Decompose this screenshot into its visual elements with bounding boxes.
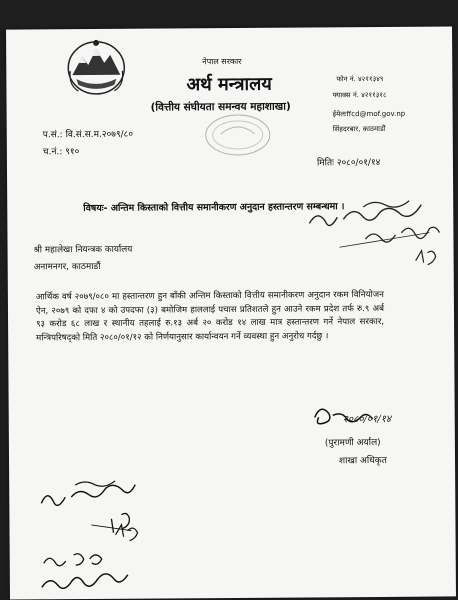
government-label: नेपाल सरकार — [202, 56, 242, 67]
office-stamp-icon — [203, 110, 273, 160]
nepal-emblem-icon — [64, 35, 128, 97]
office-address: सिंहदरबार, काठमाडौं — [332, 124, 386, 134]
email-address: ईमेलःffcd@mof.gov.np — [332, 109, 406, 119]
subject-line: विषयः- अन्तिम किस्ताको वित्तीय समानीकरण अनुदान हस्तान्तरण सम्बन्धमा । — [83, 201, 345, 215]
handwritten-note-icon — [31, 468, 202, 599]
letter-page — [6, 26, 456, 599]
letter-body: आर्थिक वर्ष २०७९/०८० मा हस्तान्तरण हुन बाँकी अन्तिम किस्ताको वित्तीय समानीकरण अनुदान रकम विनियोजन ऐन, २०७९ को दफा ४ को उपदफा (३) बमोजिम हाललाई पचास प्रतिशतले हुन आउने रकम प्रदेश तर्फ रु.९ अर्ब ९३ करोड ६८ लाख र स्थानीय तहलाई रु.१३ अर्ब २० करोड १४ लाख मात्र हस्तान्तरण गर्ने नेपाल सरकार, मन्त्रिपरिषद्को मिति २०८०/०१/१२ को निर्णयानुसार कार्यान्वयन गर्ने व्यवस्था हुन अनुरोध गर्दछु । — [35, 289, 385, 343]
letter-date: मितिः २०८०/०१/१४ — [316, 157, 381, 169]
recipient-address: अनामनगर, काठमाडौं — [33, 261, 101, 273]
recipient-office: श्री महालेखा नियन्त्रक कार्यालय — [33, 244, 133, 256]
phone-number: फोन नं. ४२११३४९ — [336, 74, 384, 84]
ministry-title: अर्थ मन्त्रालय — [186, 73, 272, 96]
signatory-title: शाखा अधिकृत — [339, 455, 387, 467]
dispatch-number: च.नं.: ९१० — [42, 147, 80, 158]
signature-date: २०८०/०१/१४ — [342, 413, 392, 426]
letter-number: प.सं.: वि.सं.स.म.२०७९/८० — [42, 129, 134, 141]
division-title: (वित्तीय संघीयता समन्वय महाशाखा) — [150, 100, 291, 114]
signatory-name: (पुरामणी अर्याल) — [324, 437, 381, 449]
receipt-annotation-icon — [303, 186, 454, 275]
fax-number: फ्याक्स नं. ४२११३१८ — [332, 90, 387, 100]
